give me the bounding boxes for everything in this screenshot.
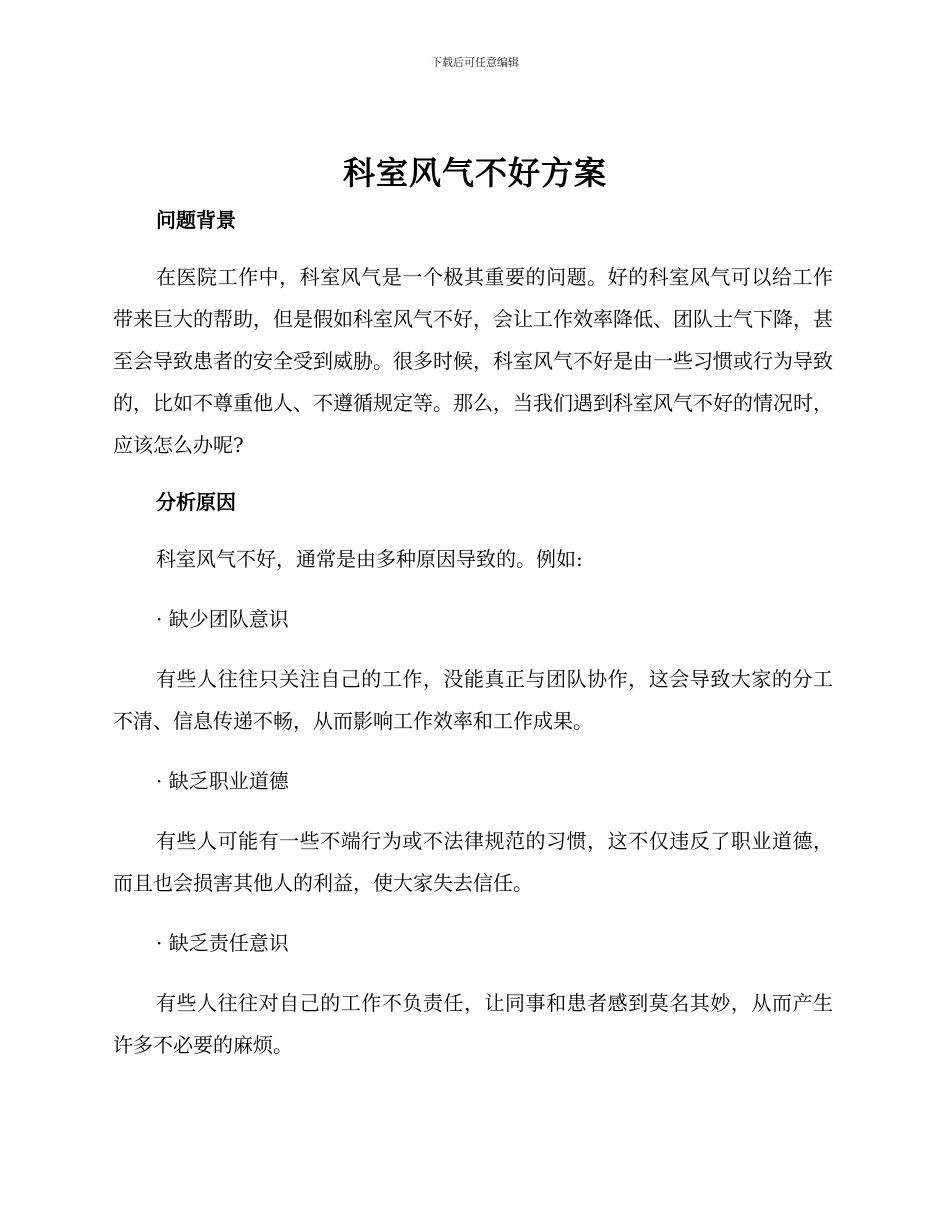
analysis-intro-paragraph: 科室风气不好，通常是由多种原因导致的。例如: [156,547,583,571]
document-body [113,202,833,1066]
section-heading-background: 问题背景 [156,208,236,232]
bullet-item-teamwork: · 缺少团队意识 [156,607,289,631]
responsibility-paragraph: 有些人往往对自己的工作不负责任，让同事和患者感到莫名其妙，从而产生许多不必要的麻烦。 [113,991,833,1057]
page-header-note: 下载后可任意编辑 [431,56,519,69]
background-paragraph: 在医院工作中，科室风气是一个极其重要的问题。好的科室风气可以给工作带来巨大的帮助，但是假如科室风气不好，会让工作效率降低、团队士气下降，甚至会导致患者的安全受到威胁。很多时候，科室风气不好是由一些习惯或行为导致的，比如不尊重他人、不遵循规定等。那么，当我们遇到科室风气不好的情况时，应该怎么办呢? [113,265,833,457]
document-title: 科室风气不好方案 [342,154,607,192]
teamwork-paragraph: 有些人往往只关注自己的工作，没能真正与团队协作，这会导致大家的分工不清、信息传递不畅，从而影响工作效率和工作成果。 [113,667,833,733]
bullet-item-responsibility: · 缺乏责任意识 [156,931,289,955]
bullet-item-ethics: · 缺乏职业道德 [156,769,289,793]
ethics-paragraph: 有些人可能有一些不端行为或不法律规范的习惯，这不仅违反了职业道德，而且也会损害其他人的利益，使大家失去信任。 [113,829,833,895]
section-heading-analysis: 分析原因 [156,490,236,514]
